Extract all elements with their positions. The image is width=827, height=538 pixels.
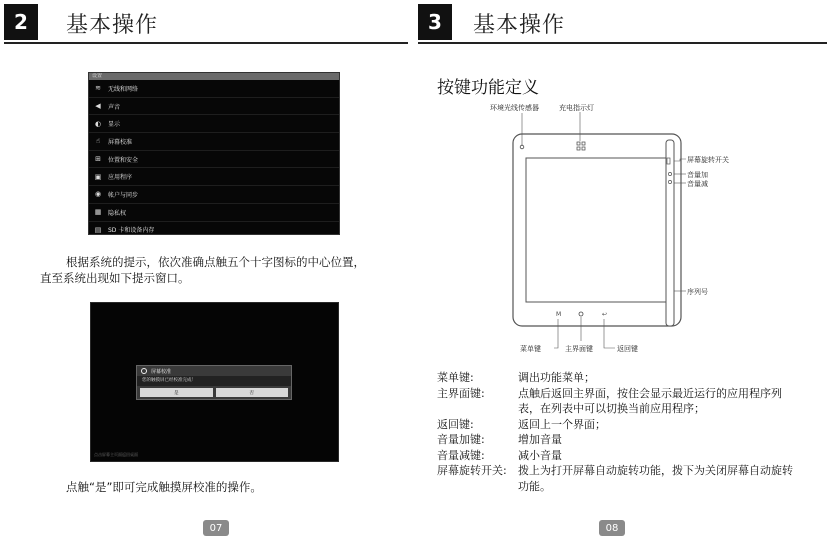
settings-screenshot — [88, 72, 340, 235]
definition-term: 音量减键: — [437, 448, 485, 462]
no-button: 否 — [216, 388, 289, 397]
calibration-footer-text: 点击屏幕主页面返回桌面 — [94, 452, 138, 457]
label-volume-up: 音量加 — [687, 171, 708, 179]
yes-button: 是 — [140, 388, 213, 397]
left-header-rule — [4, 42, 408, 44]
settings-item-display — [89, 115, 339, 133]
sync-icon: ◉ — [94, 190, 102, 199]
settings-item-label: 声音 — [108, 103, 121, 111]
left-page-number: 07 — [203, 520, 229, 536]
touch-icon: ☝ — [95, 137, 101, 146]
definition-desc: 返回上一个界面； — [518, 417, 606, 431]
dialog-title: 屏幕校准 — [151, 368, 172, 375]
definition-desc: 增加音量 — [518, 433, 562, 446]
settings-item-sound — [89, 98, 339, 116]
label-rotation-switch: 屏幕旋转开关 — [687, 156, 729, 164]
right-page-title: 基本操作 — [473, 13, 566, 38]
section-title: 按键功能定义 — [437, 78, 539, 98]
definition-back-key — [437, 417, 797, 433]
definition-term: 返回键: — [437, 417, 474, 431]
completion-paragraph: 点触“是”即可完成触摸屏校准的操作。 — [66, 480, 262, 494]
settings-item-storage — [89, 222, 339, 236]
settings-item-label: SD 卡和设备内存 — [108, 227, 155, 235]
definition-term: 屏幕旋转开关: — [437, 464, 507, 477]
definition-home-key — [437, 386, 797, 417]
settings-item-location — [89, 151, 339, 169]
left-chapter-badge: 2 — [4, 4, 38, 40]
definition-vol-down-key — [437, 448, 797, 464]
definition-desc: 调出功能菜单； — [518, 371, 595, 384]
settings-item-label: 隐私权 — [108, 209, 127, 217]
calibration-icon — [141, 368, 147, 374]
dialog-message: 您的触摸屏已经校准完成！ — [137, 376, 291, 386]
definition-menu-key — [437, 370, 797, 386]
location-icon: ⊞ — [95, 155, 101, 164]
definition-term: 主界面键: — [437, 386, 485, 400]
instruction-paragraph: 根据系统的提示，依次准确点触五个十字图标的中心位置， — [66, 255, 365, 269]
settings-item-label: 帐户与同步 — [108, 191, 139, 199]
definition-desc: 拨上为打开屏幕自动旋转功能，拨下为关闭屏幕自动旋转功能。 — [518, 464, 793, 493]
label-serial-number: 序列号 — [687, 288, 708, 296]
right-page-number: 08 — [599, 520, 625, 536]
speaker-icon: ◀ — [95, 102, 101, 111]
dialog-title-bar — [137, 366, 291, 376]
definition-rotation-switch — [437, 463, 797, 494]
key-definitions — [437, 370, 797, 494]
tablet-illustration — [430, 95, 770, 360]
tablet-diagram — [430, 95, 770, 360]
calibration-screenshot — [90, 302, 339, 462]
svg-text:M: M — [556, 311, 562, 318]
settings-item-label: 应用程序 — [108, 174, 133, 182]
definition-term: 菜单键: — [437, 371, 474, 384]
sdcard-icon: ▤ — [94, 225, 102, 234]
settings-item-privacy — [89, 204, 339, 222]
settings-item-label: 无线和网络 — [108, 85, 139, 93]
settings-topbar: 设置 — [89, 73, 339, 80]
settings-item-accounts — [89, 186, 339, 204]
label-back-key: 返回键 — [617, 345, 638, 353]
settings-item-label: 屏幕校准 — [108, 138, 133, 146]
label-menu-key: 菜单键 — [520, 345, 541, 353]
settings-item-calibration — [89, 133, 339, 151]
wifi-icon: ≋ — [95, 84, 101, 93]
settings-item-label: 显示 — [108, 121, 121, 129]
label-home-key: 主界面键 — [565, 345, 593, 353]
definition-desc: 点触后返回主界面，按住会显示最近运行的应用程序列表，在列表中可以切换当前应用程序； — [518, 386, 782, 415]
svg-text:↩: ↩ — [602, 311, 608, 318]
definition-term: 音量加键: — [437, 433, 485, 446]
display-icon: ◐ — [94, 119, 102, 128]
settings-item-label: 位置和安全 — [108, 156, 139, 164]
apps-icon: ▣ — [94, 172, 102, 181]
definition-desc: 减小音量 — [518, 448, 562, 462]
instruction-paragraph-cont: 直至系统出现如下提示窗口。 — [40, 271, 190, 285]
calibration-dialog — [136, 365, 292, 400]
label-light-sensor: 环境光线传感器 — [490, 104, 539, 112]
right-chapter-badge: 3 — [418, 4, 452, 40]
definition-vol-up-key — [437, 432, 797, 448]
label-charge-led: 充电指示灯 — [559, 104, 594, 112]
privacy-icon: ▦ — [94, 208, 102, 217]
label-volume-down: 音量减 — [687, 180, 708, 188]
settings-item-wifi — [89, 80, 339, 98]
settings-item-apps — [89, 168, 339, 186]
right-header-rule — [418, 42, 827, 44]
left-page-title: 基本操作 — [66, 13, 159, 38]
